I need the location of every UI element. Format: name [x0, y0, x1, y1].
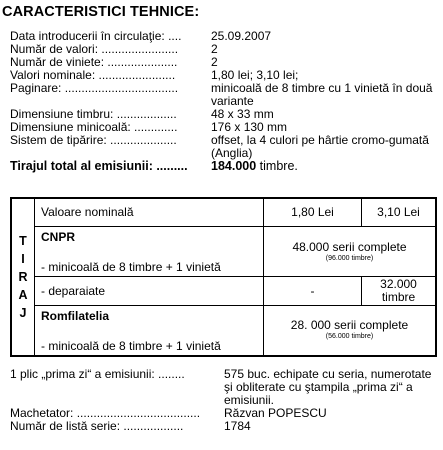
- table-row-cnpr: [11, 227, 436, 277]
- cnpr-quantity: [264, 227, 437, 277]
- spec-label: Număr de viniete: .....................: [10, 55, 178, 69]
- total-value: 184.000: [211, 159, 257, 173]
- romfilatelia-sub: (56.000 timbre): [325, 333, 374, 341]
- specs-list: [10, 30, 440, 173]
- spec-label: Dimensiune timbru: ..................: [10, 107, 177, 121]
- tiraj-side-label: [11, 198, 35, 356]
- footer-value: 1784: [224, 419, 251, 433]
- footer-label: 1 plic „prima zi“ a emisiunii: ........: [10, 367, 185, 381]
- deparaiate-value-1: -: [264, 277, 362, 305]
- spec-value: 2: [211, 55, 218, 69]
- footer-value: 575 buc. echipate cu seria, numerotate şi obliterate cu ştampila „prima zi“ a emisiunii.: [224, 367, 432, 407]
- footer-label: Număr de listă serie: ..................: [10, 419, 184, 433]
- table-row-deparaiate: [11, 277, 436, 305]
- romfilatelia-quantity: [264, 305, 437, 356]
- spec-value: 1,80 lei; 3,10 lei;: [211, 68, 299, 82]
- spec-value: minicoală de 8 timbre cu 1 vinietă în două variante: [211, 81, 433, 108]
- table-row-romfilatelia: [11, 305, 436, 356]
- spec-label: Număr de valori: .......................: [10, 42, 179, 56]
- romfilatelia-desc: - minicoală de 8 timbre + 1 vinietă: [41, 338, 221, 353]
- spec-value: 25.09.2007: [211, 29, 272, 43]
- spec-row-printing: [10, 134, 440, 160]
- footer-row-first-day-cover: [10, 368, 440, 407]
- side-letter: R: [18, 270, 28, 284]
- spec-label: Sistem de tipărire: ....................: [10, 133, 177, 147]
- romfilatelia-cell: [35, 305, 264, 356]
- footer-row-series-number: [10, 420, 440, 433]
- table-header-row: [11, 198, 436, 227]
- romfilatelia-main: 28. 000 serii complete: [290, 318, 409, 333]
- deparaiate-label: - deparaiate: [35, 277, 264, 305]
- cnpr-sub: (96.000 timbre): [325, 254, 374, 262]
- cnpr-main: 48.000 serii complete: [292, 239, 407, 254]
- spec-value: 2: [211, 42, 218, 56]
- spec-value: 176 x 130 mm: [211, 120, 288, 134]
- print-run-table: [10, 197, 437, 357]
- total-label: Tirajul total al emisiunii: .........: [10, 159, 188, 173]
- total-suffix: timbre.: [256, 159, 298, 173]
- side-letter: T: [19, 234, 27, 248]
- spec-row-total-print-run: [10, 160, 440, 173]
- total-value-wrap: [211, 160, 436, 173]
- side-letter: A: [18, 288, 28, 302]
- cnpr-name: CNPR: [41, 230, 76, 245]
- cnpr-desc: - minicoală de 8 timbre + 1 vinietă: [41, 260, 221, 275]
- spec-label: Paginare: ..................................: [10, 81, 179, 95]
- spec-value: offset, la 4 culori pe hârtie cromo-gumată (Anglia): [211, 133, 429, 160]
- spec-label: Data introducerii în circulaţie: ....: [10, 29, 182, 43]
- cnpr-cell: [35, 227, 264, 277]
- header-label: Valoare nominală: [35, 198, 264, 227]
- spec-label: Dimensiune minicoală: .............: [10, 120, 178, 134]
- spec-row-pagination: [10, 82, 440, 108]
- footer-label: Machetator: .....................................: [10, 406, 201, 420]
- header-value-1: 1,80 Lei: [264, 198, 362, 227]
- page-title: CARACTERISTICI TEHNICE:: [2, 4, 200, 20]
- footer-value: Răzvan POPESCU: [224, 406, 327, 420]
- header-value-2: 3,10 Lei: [362, 198, 437, 227]
- footer-list: [10, 368, 440, 433]
- romfilatelia-name: Romfilatelia: [41, 308, 110, 323]
- side-letter: J: [19, 306, 27, 320]
- deparaiate-value-2: 32.000 timbre: [362, 277, 437, 305]
- spec-value: 48 x 33 mm: [211, 107, 274, 121]
- spec-label: Valori nominale: .......................: [10, 68, 176, 82]
- side-letter: I: [21, 252, 25, 266]
